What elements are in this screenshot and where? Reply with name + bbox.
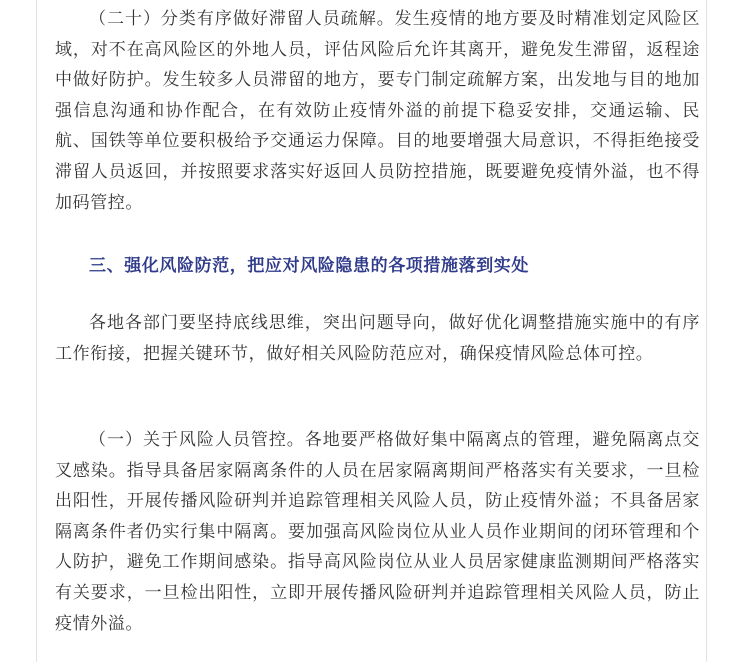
section-3-intro-paragraph: 各地各部门要坚持底线思维，突出问题导向，做好优化调整措施实施中的有序工作衔接，把握关键环节，做好相关风险防范应对，确保疫情风险总体可控。 — [55, 313, 700, 364]
paragraph-1-risk-personnel: （一）关于风险人员管控。各地要严格做好集中隔离点的管理，避免隔离点交叉感染。指导具备居家隔离条件的人员在居家隔离期间严格落实有关要求，一旦检出阳性，开展传播风险研判并追踪管理相关风险人员，防止疫情外溢；不具备居家隔离条件者仍实行集中隔离。要加强高风险岗位从业人员作业期间的闭环管理和个人防护，避免工作期间感染。指导高风险岗位从业人员居家健康监测期间严格落实有关要求，一旦检出阳性，立即开展传播风险研判并追踪管理相关风险人员，防止疫情外溢。 — [55, 430, 700, 634]
paragraph-20-stranded-persons: （二十）分类有序做好滞留人员疏解。发生疫情的地方要及时精准划定风险区域，对不在高风险区的外地人员，评估风险后允许其离开，避免发生滞留，返程途中做好防护。发生较多人员滞留的地方，要专门制定疏解方案，出发地与目的地加强信息沟通和协作配合，在有效防止疫情外溢的前提下稳妥安排，交通运输、民航、国铁等单位要积极给予交通运力保障。目的地要增强大局意识，不得拒绝接受滞留人员返回，并按照要求落实好返回人员防控措施，既要避免疫情外溢，也不得加码管控。 — [55, 9, 700, 213]
section-3-heading: 三、强化风险防范，把应对风险隐患的各项措施落到实处 — [89, 256, 529, 276]
